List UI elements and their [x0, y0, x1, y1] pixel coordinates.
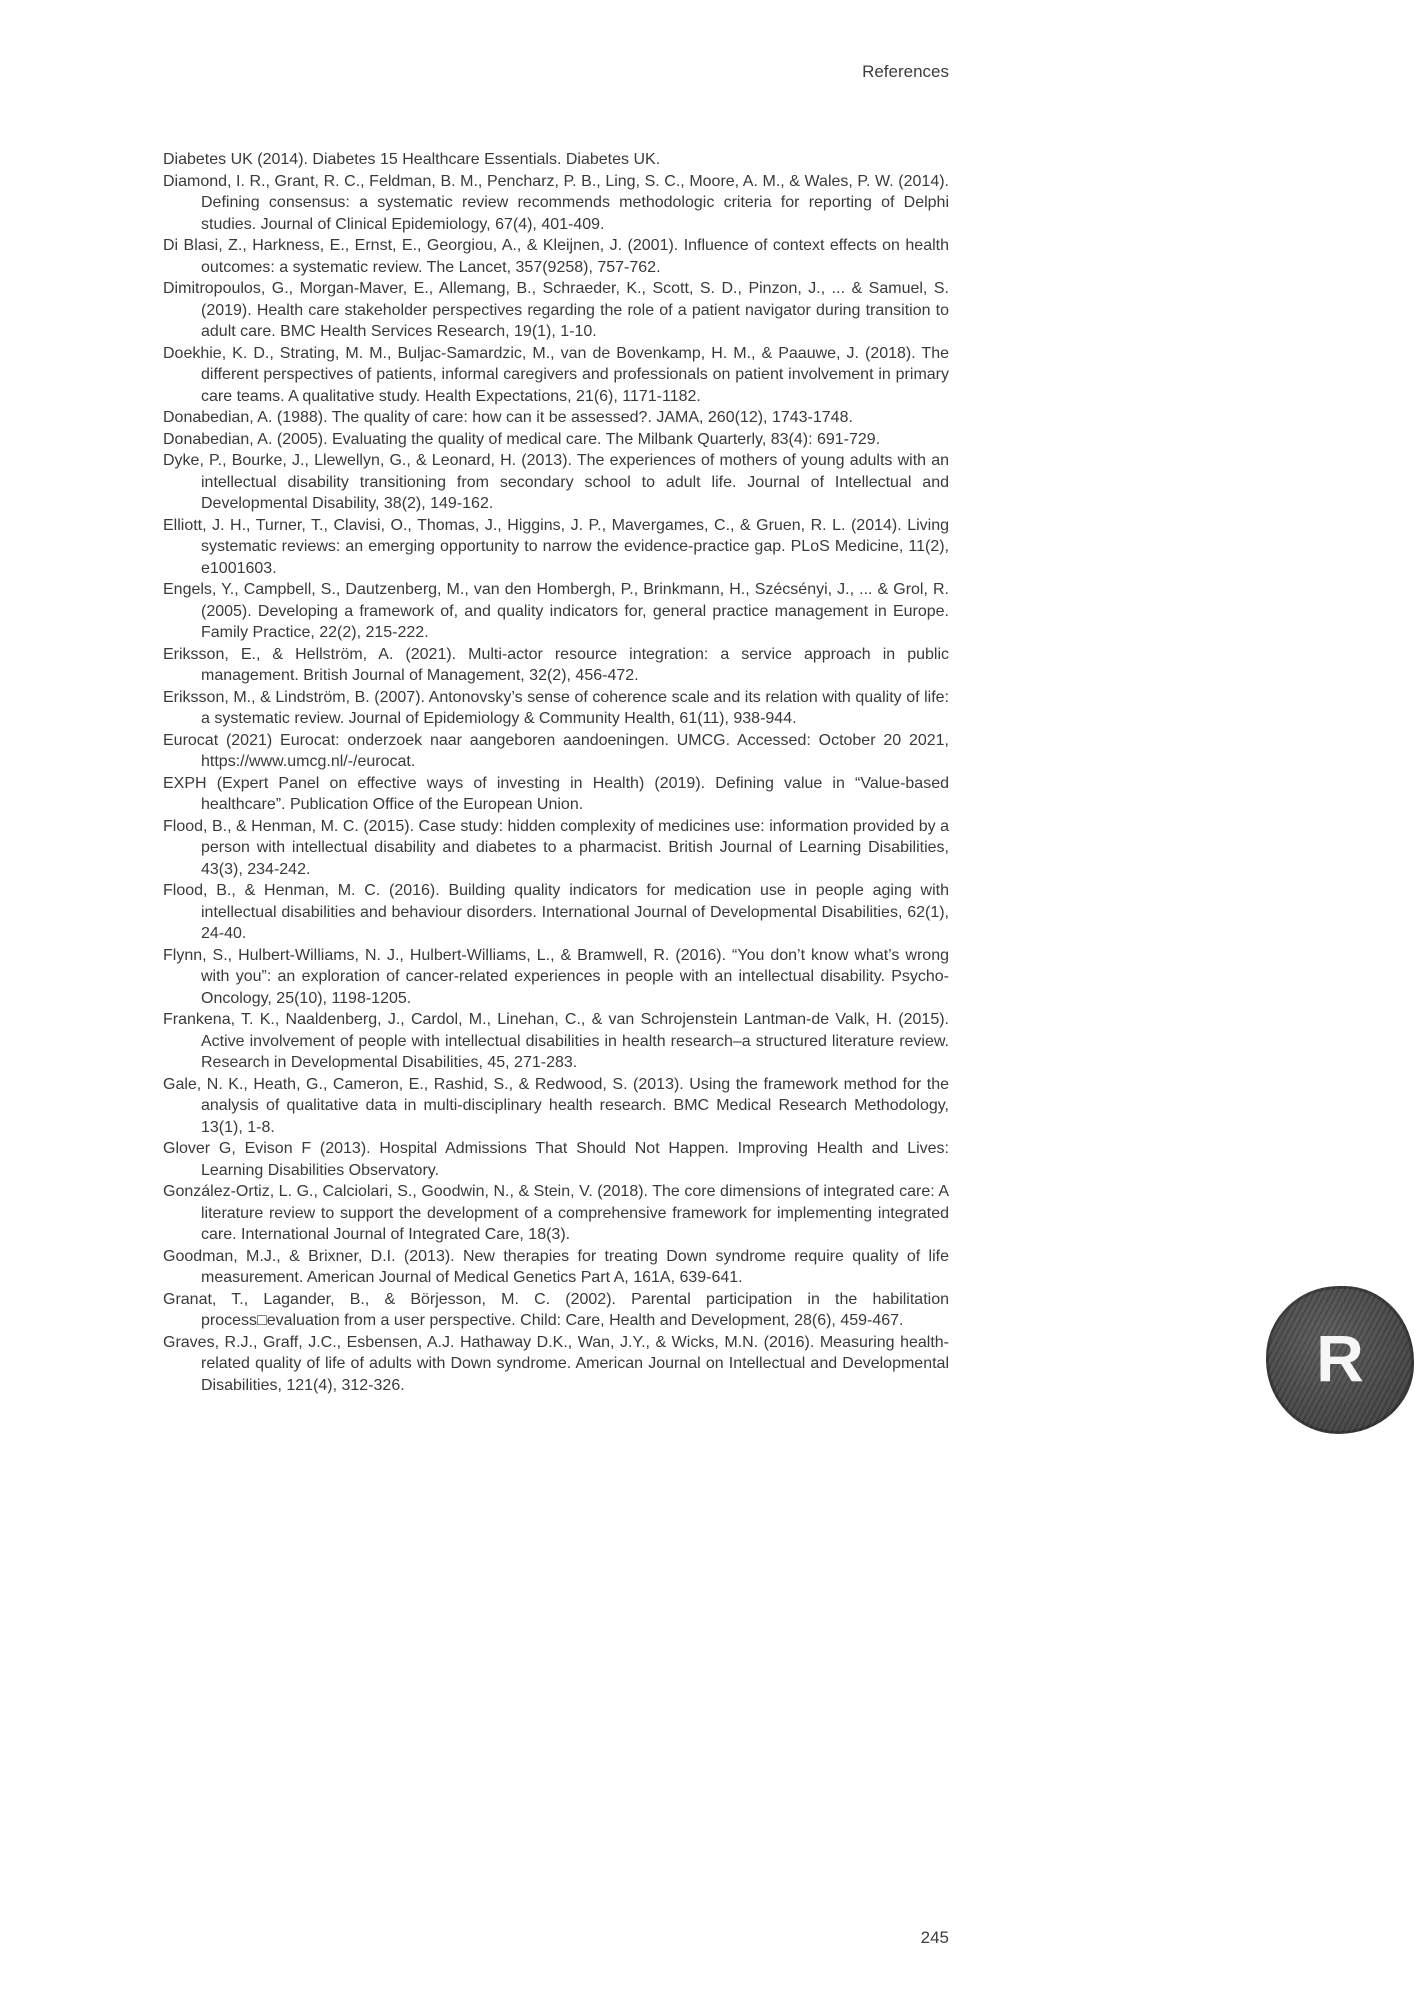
reference-item: Elliott, J. H., Turner, T., Clavisi, O., Thomas, J., Higgins, J. P., Mavergames, C., & Gruen, R. L. (2014). Living systematic reviews: an emerging opportunity to narrow the evidence-practice gap. PLoS Medicine, 11(2), e1001603.: [163, 516, 949, 577]
reference-item: Dyke, P., Bourke, J., Llewellyn, G., & Leonard, H. (2013). The experiences of mothers of young adults with an intellectual disability transitioning from secondary school to adult life. Journal of Intellectual and Developmental Disability, 38(2), 149-162.: [163, 452, 949, 512]
reference-item: Donabedian, A. (2005). Evaluating the quality of medical care. The Milbank Quarterly, 83(4): 691-729.: [163, 430, 881, 448]
reference-item: González-Ortiz, L. G., Calciolari, S., Goodwin, N., & Stein, V. (2018). The core dimensions of integrated care: A literature review to support the development of a comprehensive framework for implementing integrated care. International Journal of Integrated Care, 18(3).: [163, 1183, 949, 1243]
page-number: 245: [920, 1928, 949, 1947]
reference-item: Flood, B., & Henman, M. C. (2016). Building quality indicators for medication use in people aging with intellectual disabilities and behaviour disorders. International Journal of Developmental Disabilities, 62(1), 24-40.: [163, 882, 949, 942]
reference-item: Eriksson, M., & Lindström, B. (2007). Antonovsky’s sense of coherence scale and its relation with quality of life: a systematic review. Journal of Epidemiology & Community Health, 61(11), 938-944.: [163, 688, 949, 727]
reference-item: Glover G, Evison F (2013). Hospital Admissions That Should Not Happen. Improving Health and Lives: Learning Disabilities Observatory.: [163, 1140, 949, 1179]
reference-item: Graves, R.J., Graff, J.C., Esbensen, A.J. Hathaway D.K., Wan, J.Y., & Wicks, M.N. (2016). Measuring health-related quality of life of adults with Down syndrome. American Journal on Intellectual and Developmental Disabilities, 121(4), 312-326.: [163, 1333, 949, 1394]
references-list: [163, 149, 949, 1396]
reference-item: Diabetes UK (2014). Diabetes 15 Healthcare Essentials. Diabetes UK.: [163, 151, 661, 168]
reference-item: Eurocat (2021) Eurocat: onderzoek naar aangeboren aandoeningen. UMCG. Accessed: October 20 2021, https://www.umcg.nl/-/eurocat.: [163, 731, 949, 770]
reference-item: Granat, T., Lagander, B., & Börjesson, M. C. (2002). Parental participation in the habilitation process□evaluation from a user perspective. Child: Care, Health and Development, 28(6), 459-467.: [163, 1290, 949, 1329]
reference-item: Doekhie, K. D., Strating, M. M., Buljac-Samardzic, M., van de Bovenkamp, H. M., & Paauwe, J. (2018). The different perspectives of patients, informal caregivers and professionals on patient involvement in primary care teams. A qualitative study. Health Expectations, 21(6), 1171-1182.: [163, 344, 949, 405]
reference-item: EXPH (Expert Panel on effective ways of investing in Health) (2019). Defining value in “Value-based healthcare”. Publication Office of the European Union.: [163, 774, 949, 813]
running-head: [163, 62, 949, 82]
chapter-tab-letter: R: [1316, 1321, 1364, 1395]
reference-item: Frankena, T. K., Naaldenberg, J., Cardol, M., Linehan, C., & van Schrojenstein Lantman-de Valk, H. (2015). Active involvement of people with intellectual disabilities in health research–a structured literature review. Research in Developmental Disabilities, 45, 271-283.: [163, 1011, 949, 1071]
reference-item: Dimitropoulos, G., Morgan-Maver, E., Allemang, B., Schraeder, K., Scott, S. D., Pinzon, J., ... & Samuel, S. (2019). Health care stakeholder perspectives regarding the role of a patient navigator during transition to adult care. BMC Health Services Research, 19(1), 1-10.: [163, 280, 949, 340]
reference-item: Diamond, I. R., Grant, R. C., Feldman, B. M., Pencharz, P. B., Ling, S. C., Moore, A. M., & Wales, P. W. (2014). Defining consensus: a systematic review recommends methodologic criteria for reporting of Delphi studies. Journal of Clinical Epidemiology, 67(4), 401-409.: [163, 172, 949, 233]
reference-item: Goodman, M.J., & Brixner, D.I. (2013). New therapies for treating Down syndrome require quality of life measurement. American Journal of Medical Genetics Part A, 161A, 639-641.: [163, 1247, 949, 1286]
reference-item: Flood, B., & Henman, M. C. (2015). Case study: hidden complexity of medicines use: information provided by a person with intellectual disability and diabetes to a pharmacist. British Journal of Learning Disabilities, 43(3), 234-242.: [163, 817, 949, 878]
reference-item: Di Blasi, Z., Harkness, E., Ernst, E., Georgiou, A., & Kleijnen, J. (2001). Influence of context effects on health outcomes: a systematic review. The Lancet, 357(9258), 757-762.: [163, 237, 949, 276]
reference-item: Donabedian, A. (1988). The quality of care: how can it be assessed?. JAMA, 260(12), 1743-1748.: [163, 409, 853, 426]
reference-item: Eriksson, E., & Hellström, A. (2021). Multi-actor resource integration: a service approach in public management. British Journal of Management, 32(2), 456-472.: [163, 645, 949, 684]
page-header-title: References: [862, 62, 949, 81]
reference-item: Flynn, S., Hulbert-Williams, N. J., Hulbert-Williams, L., & Bramwell, R. (2016). “You don’t know what’s wrong with you”: an exploration of cancer-related experiences in people with an intellectual disability. Psycho-Oncology, 25(10), 1198-1205.: [163, 946, 949, 1007]
reference-item: Engels, Y., Campbell, S., Dautzenberg, M., van den Hombergh, P., Brinkmann, H., Szécsényi, J., ... & Grol, R. (2005). Developing a framework of, and quality indicators for, general practice management in Europe. Family Practice, 22(2), 215-222.: [163, 581, 949, 641]
reference-item: Gale, N. K., Heath, G., Cameron, E., Rashid, S., & Redwood, S. (2013). Using the framework method for the analysis of qualitative data in multi-disciplinary health research. BMC Medical Research Methodology, 13(1), 1-8.: [163, 1075, 949, 1136]
chapter-tab-circle: [1266, 1286, 1414, 1434]
